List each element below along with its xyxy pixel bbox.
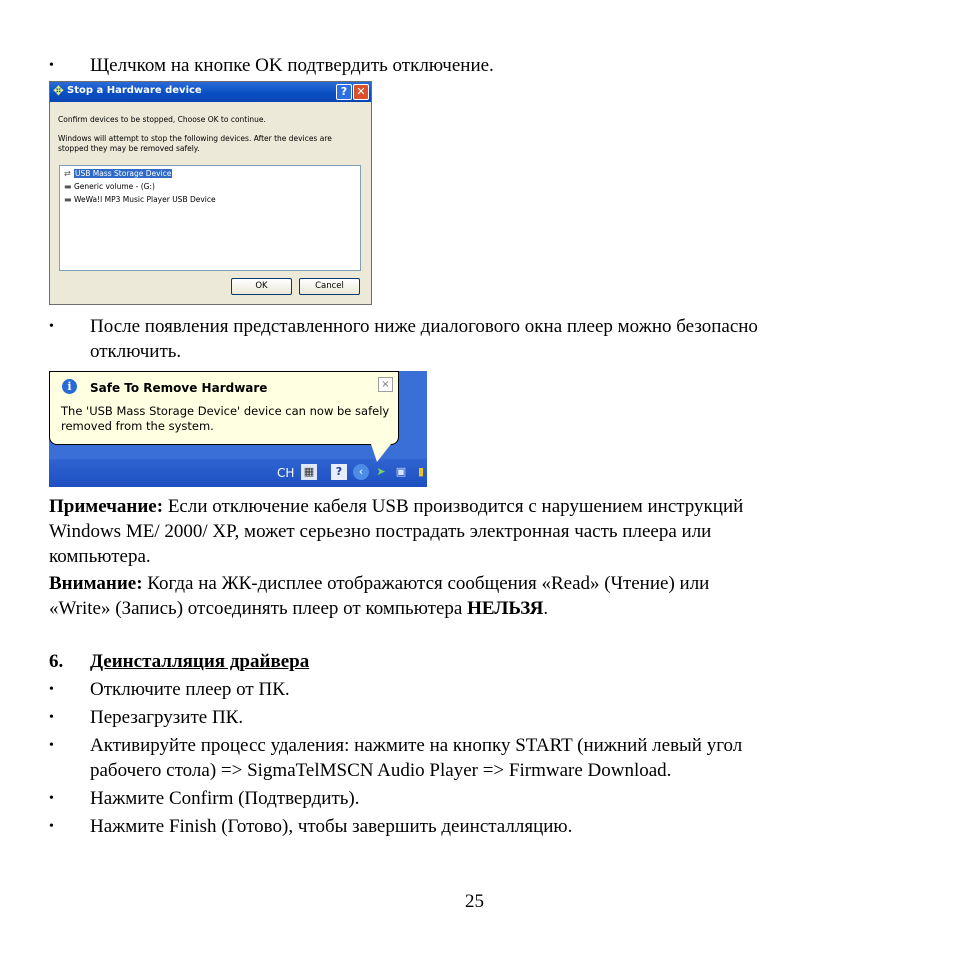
attention-line: «Write» (Запись) отсоединять плеер от компьютера НЕЛЬЗЯ. [49, 598, 549, 619]
bullet-marker: • [49, 791, 54, 806]
network-icon[interactable]: ▣ [395, 465, 407, 478]
bullet-marker: • [49, 58, 54, 73]
step-text: рабочего стола) => SigmaTelMSCN Audio Player => Firmware Download. [90, 760, 672, 781]
balloon-title: Safe To Remove Hardware [90, 381, 268, 395]
bullet-marker: • [49, 319, 54, 334]
step-text: Нажмите Confirm (Подтвердить). [90, 788, 360, 809]
bullet-marker: • [49, 819, 54, 834]
attention-line: Внимание: Когда на ЖК-дисплее отображаются сообщения «Read» (Чтение) или [49, 573, 710, 594]
volume-icon[interactable]: ▮ [417, 465, 425, 478]
bullet-text: Щелчком на кнопке OK подтвердить отключение. [90, 55, 494, 76]
device-item[interactable]: ⇄ USB Mass Storage Device [64, 169, 172, 178]
dialog-description-line: Windows will attempt to stop the following devices. After the devices are [58, 134, 332, 143]
attention-paragraph [49, 571, 709, 621]
keyboard-icon[interactable]: ▦ [301, 464, 317, 480]
bullet-marker: • [49, 710, 54, 725]
step-text: Нажмите Finish (Готово), чтобы завершить деинсталляцию. [90, 816, 573, 837]
step-text: Активируйте процесс удаления: нажмите на кнопку START (нижний левый угол [90, 735, 743, 756]
bullet-text: отключить. [90, 341, 182, 362]
stop-hardware-dialog [49, 81, 372, 305]
note-paragraph [49, 494, 743, 569]
section-number: 6. [49, 651, 64, 672]
help-button[interactable]: ? [336, 84, 352, 100]
language-indicator[interactable]: CH [277, 466, 295, 480]
note-line: Примечание: Если отключение кабеля USB производится с нарушением инструкций [49, 496, 744, 517]
dialog-title-bar [50, 82, 371, 102]
safe-remove-screenshot [49, 371, 427, 487]
section-title: Деинсталляция драйвера [90, 651, 310, 672]
device-list[interactable] [59, 165, 361, 271]
note-line: компьютера. [49, 546, 151, 567]
dialog-title: Stop a Hardware device [67, 85, 202, 96]
hardware-icon: ✥ [53, 84, 64, 99]
safely-remove-icon[interactable]: ➤ [376, 465, 386, 478]
ok-button[interactable]: OK [231, 278, 292, 295]
balloon-message: The 'USB Mass Storage Device' device can now be safely removed from the system. [61, 404, 390, 433]
help-icon[interactable]: ? [331, 464, 347, 480]
warning-emphasis: НЕЛЬЗЯ [467, 598, 544, 619]
section-heading [49, 649, 309, 674]
device-item[interactable]: ▬ WeWa!l MP3 Music Player USB Device [64, 195, 216, 204]
dialog-instruction: Confirm devices to be stopped, Choose OK to continue. [58, 115, 266, 124]
taskbar [49, 459, 427, 487]
step-text: Перезагрузите ПК. [90, 707, 244, 728]
note-label: Примечание: [49, 496, 164, 517]
chevron-left-icon[interactable]: ‹ [353, 464, 369, 480]
bullet-text: После появления представленного ниже диалогового окна плеер можно безопасно [90, 316, 758, 337]
page-number: 25 [465, 891, 484, 912]
drive-icon: ▬ [64, 182, 72, 191]
close-icon[interactable]: × [378, 377, 393, 392]
attention-label: Внимание: [49, 573, 143, 594]
device-item[interactable]: ▬ Generic volume - (G:) [64, 182, 155, 191]
info-icon: i [62, 379, 77, 394]
drive-icon: ▬ [64, 195, 72, 204]
dialog-description-line: stopped they may be removed safely. [58, 144, 200, 153]
notification-balloon [49, 371, 399, 445]
bullet-marker: • [49, 738, 54, 753]
balloon-tail [371, 444, 391, 462]
bullet-marker: • [49, 682, 54, 697]
note-line: Windows ME/ 2000/ XP, может серьезно пострадать электронная часть плеера или [49, 521, 712, 542]
step-text: Отключите плеер от ПК. [90, 679, 290, 700]
usb-icon: ⇄ [64, 169, 71, 178]
cancel-button[interactable]: Cancel [299, 278, 360, 295]
close-button[interactable]: ✕ [353, 84, 369, 100]
